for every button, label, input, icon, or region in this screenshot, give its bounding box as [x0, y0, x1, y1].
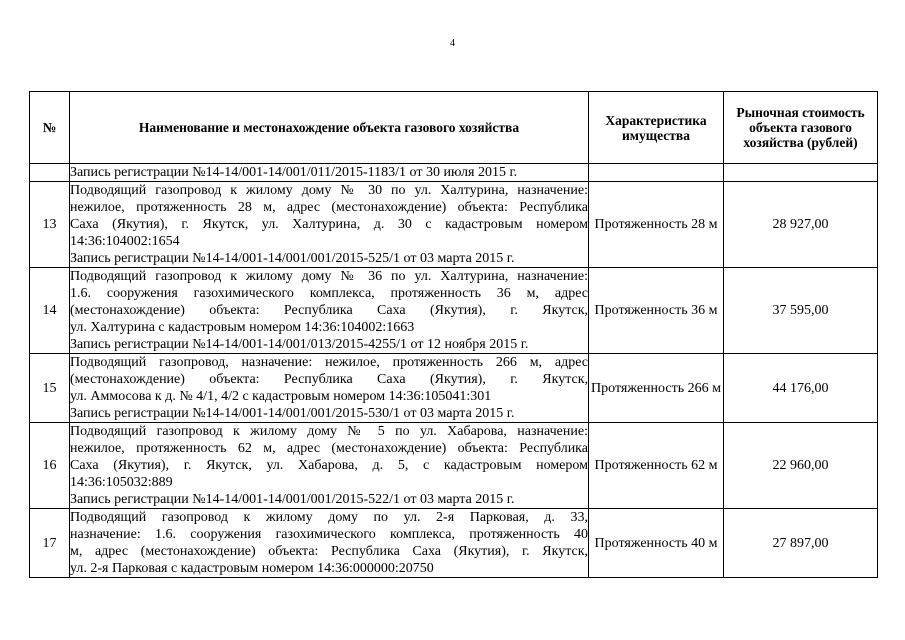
header-name: Наименование и местонахождение объекта газового хозяйства	[70, 92, 589, 164]
description-line: Саха (Якутия), г. Якутск, ул. Хабарова, д. 5, с кадастровым номером	[70, 458, 588, 473]
table-row	[30, 268, 878, 354]
cell-characteristic: Протяженность 40 м	[589, 509, 724, 578]
cell-num: 14	[30, 268, 70, 354]
cell-description	[70, 423, 589, 509]
description-line: нежилое, протяженность 62 м, адрес (местонахождение) объекта: Республика	[70, 441, 588, 456]
cell-characteristic	[589, 164, 724, 182]
cell-value	[724, 164, 878, 182]
description-line: Запись регистрации №14-14/001-14/001/011/2015-1183/1 от 30 июля 2015 г.	[70, 165, 518, 180]
description-line: Подводящий газопровод, назначение: нежилое, протяженность 266 м, адрес	[70, 355, 588, 370]
cell-num: 17	[30, 509, 70, 578]
description-line: ул. Халтурина с кадастровым номером 14:36:104002:1663	[70, 320, 415, 335]
continuation-row	[30, 164, 878, 182]
description-line: Саха (Якутия), г. Якутск, ул. Халтурина, д. 30 с кадастровым номером	[70, 217, 588, 232]
cell-description	[70, 268, 589, 354]
cell-value: 28 927,00	[724, 182, 878, 268]
description-line: 1.6. сооружения газохимического комплекса, протяженность 36 м, адрес	[70, 286, 588, 301]
description-line: м, адрес (местонахождение) объекта: Республика Саха (Якутия), г. Якутск,	[70, 544, 588, 559]
description-line: 14:36:104002:1654	[70, 234, 180, 249]
table-header-row	[30, 92, 878, 164]
cell-value: 22 960,00	[724, 423, 878, 509]
table-row	[30, 423, 878, 509]
description-line: Подводящий газопровод к жилому дому № 5 по ул. Хабарова, назначение:	[70, 424, 588, 439]
cell-value: 44 176,00	[724, 354, 878, 423]
cell-description	[70, 164, 589, 182]
cell-characteristic: Протяженность 62 м	[589, 423, 724, 509]
description-line: Запись регистрации №14-14/001-14/001/013/2015-4255/1 от 12 ноября 2015 г.	[70, 337, 529, 352]
description-line: Запись регистрации №14-14/001-14/001/001/2015-522/1 от 03 марта 2015 г.	[70, 492, 515, 507]
description-line: (местонахождение) объекта: Республика Саха (Якутия), г. Якутск,	[70, 372, 588, 387]
cell-num: 16	[30, 423, 70, 509]
table-row	[30, 182, 878, 268]
description-line: ул. 2-я Парковая с кадастровым номером 14:36:000000:20750	[70, 561, 434, 576]
description-line: Подводящий газопровод к жилому дому № 30 по ул. Халтурина, назначение:	[70, 183, 588, 198]
description-line: Подводящий газопровод к жилому дому № 36 по ул. Халтурина, назначение:	[70, 269, 588, 284]
header-market-value: Рыночная стоимость объекта газового хозяйства (рублей)	[724, 92, 878, 164]
description-line: Запись регистрации №14-14/001-14/001/001/2015-530/1 от 03 марта 2015 г.	[70, 406, 515, 421]
cell-value: 27 897,00	[724, 509, 878, 578]
cell-description	[70, 509, 589, 578]
table-row	[30, 354, 878, 423]
cell-characteristic: Протяженность 266 м	[589, 354, 724, 423]
cell-description	[70, 354, 589, 423]
cell-num: 15	[30, 354, 70, 423]
cell-characteristic: Протяженность 28 м	[589, 182, 724, 268]
cell-value: 37 595,00	[724, 268, 878, 354]
table-row	[30, 509, 878, 578]
description-line: Подводящий газопровод к жилому дому по ул. 2-я Парковая, д. 33,	[70, 510, 588, 525]
header-num: №	[30, 92, 70, 164]
cell-description	[70, 182, 589, 268]
description-line: назначение: 1.6. сооружения газохимического комплекса, протяженность 40	[70, 527, 588, 542]
description-line: (местонахождение) объекта: Республика Саха (Якутия), г. Якутск,	[70, 303, 588, 318]
cell-characteristic: Протяженность 36 м	[589, 268, 724, 354]
cell-num	[30, 164, 70, 182]
description-line: ул. Аммосова к д. № 4/1, 4/2 с кадастровым номером 14:36:105041:301	[70, 389, 492, 404]
header-characteristic: Характеристика имущества	[589, 92, 724, 164]
page-number: 4	[450, 38, 455, 49]
description-line: 14:36:105032:889	[70, 475, 173, 490]
description-line: нежилое, протяженность 28 м, адрес (местонахождение) объекта: Республика	[70, 200, 588, 215]
description-line: Запись регистрации №14-14/001-14/001/001/2015-525/1 от 03 марта 2015 г.	[70, 251, 515, 266]
gas-facilities-table	[29, 91, 878, 578]
cell-num: 13	[30, 182, 70, 268]
